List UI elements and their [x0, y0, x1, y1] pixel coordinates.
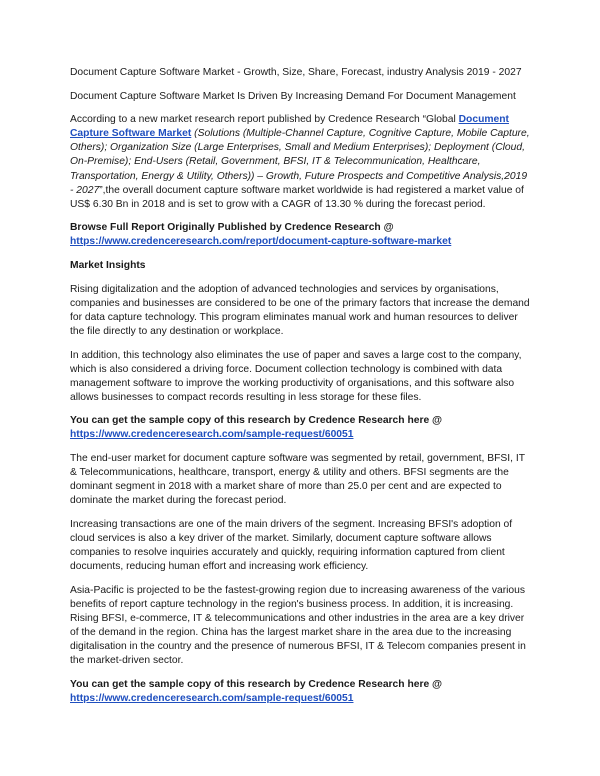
- sample-request-block-1: [70, 414, 530, 442]
- intro-paragraph: [70, 113, 530, 212]
- browse-label: Browse Full Report Originally Published by Credence Research @: [70, 222, 394, 234]
- intro-tail: ”,the overall document capture software market worldwide is had registered a market value of US$ 6.30 Bn in 2018 and is set to grow with a CAGR of 13.30 % during the forecast period.: [70, 184, 524, 210]
- regional-paragraph: Asia-Pacific is projected to be the fastest-growing region due to increasing awareness of the various benefits of report capture technology in the region's business process. In addition, it is increasing. Rising BFSI, e-commerce, IT & telecommunications and other industries in the area are a key driver of the demand in the region. China has the largest market share in the area due to the increasing digitalisation in the country and the presence of numerous BFSI, IT & Telecom companies present in the market-driven sector.: [70, 584, 526, 667]
- intro-lead: According to a new market research report published by Credence Research “Global: [70, 114, 459, 126]
- market-insights-heading: Market Insights: [70, 260, 146, 272]
- insights-paragraph-1: Rising digitalization and the adoption of advanced technologies and services by organisations, companies and businesses are considered to be one of the primary factors that increase the demand for data capture technology. This program eliminates manual work and human resources to deliver the file directly to any destination or workplace.: [70, 283, 530, 337]
- sample-request-link-2[interactable]: https://www.credenceresearch.com/sample-request/60051: [70, 692, 354, 704]
- end-user-paragraph: The end-user market for document capture software was segmented by retail, government, BFSI, IT & Telecommunications, healthcare, transport, energy & utility and others. BFSI segments are the dominant segment in 2018 with a market share of more than 25.0 per cent and are expected to dominate the market during the forecast period.: [70, 453, 525, 507]
- sample-request-label-1: You can get the sample copy of this research by Credence Research here @: [70, 415, 443, 427]
- sample-request-link-1[interactable]: https://www.credenceresearch.com/sample-request/60051: [70, 429, 354, 441]
- document-subtitle: Document Capture Software Market Is Driven By Increasing Demand For Document Management: [70, 90, 516, 102]
- drivers-paragraph: Increasing transactions are one of the main drivers of the segment. Increasing BFSI's adoption of cloud services is also a key driver of the market. Similarly, document capture software allows companies to resolve inquiries accurately and quickly, requiring information captured from client documents, reducing human effort and increasing work efficiency.: [70, 518, 513, 573]
- insights-paragraph-2: In addition, this technology also eliminates the use of paper and saves a large cost to the company, which is also considered a driving force. Document collection technology is combined with data management software to improve the working productivity of organisations, and this software also allows businesses to compact records resulting in less storage for these files.: [70, 349, 522, 403]
- report-title-link[interactable]: Document Capture Software Market: [70, 114, 509, 140]
- intro-segmentation: (Solutions (Multiple-Channel Capture, Cognitive Capture, Mobile Capture, Others); Organization Size (Large Enterprises, Small and Medium Enterprises); Deployment (Cloud, On-Premise); End-Users (Retail, Government, BFSI, IT & Telecommunication, Healthcare, Transportation, Energy & Utility, Others)) – Growth, Future Prospects and Competitive Analysis,2019 - 2027: [70, 128, 530, 196]
- sample-request-label-2: You can get the sample copy of this research by Credence Research here @: [70, 678, 443, 690]
- browse-block: [70, 221, 530, 249]
- browse-report-link[interactable]: https://www.credenceresearch.com/report/document-capture-software-market: [70, 236, 452, 248]
- document-title: Document Capture Software Market - Growth, Size, Share, Forecast, industry Analysis 2019 - 2027: [70, 67, 522, 78]
- sample-request-block-2: [70, 678, 530, 706]
